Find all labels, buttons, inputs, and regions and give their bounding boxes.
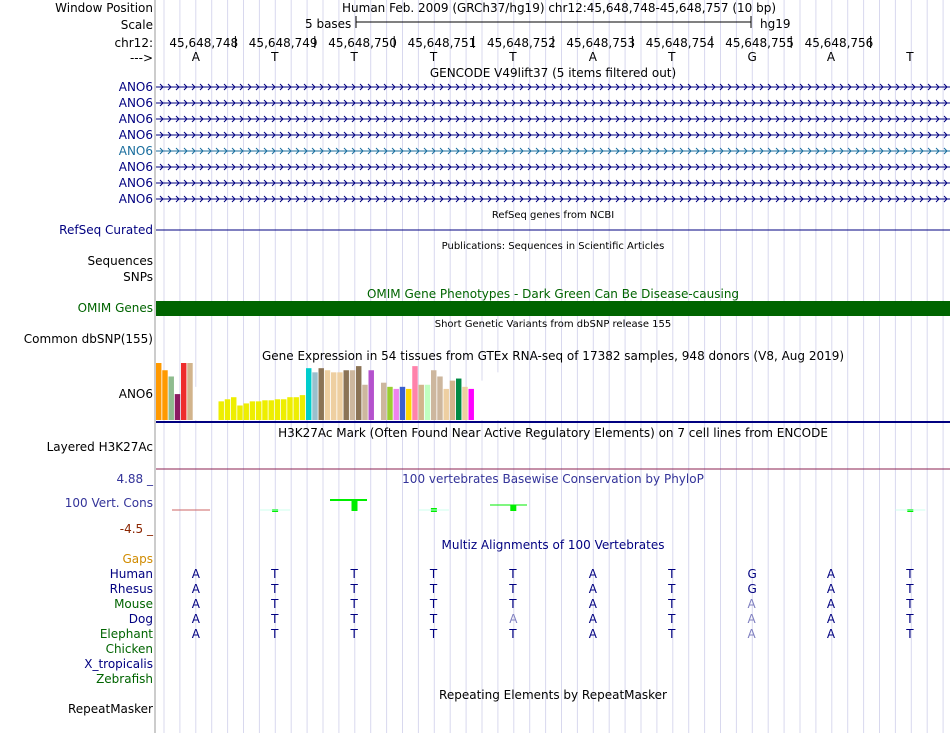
alignment-base: T <box>668 612 676 626</box>
alignment-base: T <box>906 582 914 596</box>
scale-assembly-text: hg19 <box>760 17 791 31</box>
alignment-base: A <box>191 582 200 596</box>
alignment-base: A <box>588 597 597 611</box>
alignment-base: T <box>271 597 279 611</box>
gtex-tissue-bar <box>306 368 311 420</box>
gtex-tissue-bar <box>481 381 486 420</box>
phylop-bar <box>510 505 516 511</box>
alignment-base: A <box>191 627 200 641</box>
ruler-position-label: 45,648,748 <box>169 36 239 50</box>
chrom-label: chr12: <box>114 36 153 50</box>
gencode-item-label[interactable]: ANO6 <box>118 96 153 110</box>
gtex-tissue-bar <box>406 389 411 420</box>
gtex-tissue-bar <box>356 366 361 420</box>
ruler-base: T <box>906 50 914 64</box>
dbsnp-label[interactable]: Common dbSNP(155) <box>23 332 153 346</box>
gtex-tissue-bar <box>331 372 336 420</box>
gtex-tissue-bar <box>200 370 205 420</box>
alignment-base: T <box>429 627 438 641</box>
gencode-track-title[interactable]: GENCODE V49lift37 (5 items filtered out) <box>429 66 677 80</box>
ruler-position-label: 45,648,753 <box>566 36 636 50</box>
publications-track-title[interactable]: Publications: Sequences in Scientific Articles <box>441 241 665 252</box>
alignment-base: T <box>350 597 358 611</box>
species-label[interactable]: Mouse <box>114 597 153 611</box>
gtex-tissue-bar <box>419 385 424 420</box>
phylop-max-label: 4.88 _ <box>116 472 153 486</box>
gtex-tissue-bar <box>287 397 292 420</box>
ruler-base: T <box>350 50 358 64</box>
h3k27ac-track-title[interactable]: H3K27Ac Mark (Often Found Near Active Regulatory Elements) on 7 cell lines from ENCODE <box>278 426 828 440</box>
alignment-base: T <box>271 627 279 641</box>
alignment-base: T <box>429 612 438 626</box>
ruler-base: T <box>668 50 676 64</box>
ruler-position-label: 45,648,755 <box>725 36 794 50</box>
sequences-label[interactable]: Sequences <box>87 254 153 268</box>
gtex-tissue-bar <box>256 401 261 420</box>
gtex-tissue-bar <box>244 403 249 420</box>
gencode-item-label[interactable]: ANO6 <box>118 176 153 190</box>
alignment-base: A <box>826 597 836 611</box>
gtex-tissue-bar <box>225 399 230 420</box>
species-label[interactable]: Dog <box>128 612 153 626</box>
strand-label: ---> <box>129 51 153 65</box>
alignment-base: T <box>668 627 676 641</box>
gtex-tissue-bar <box>169 376 174 420</box>
scale-bases-text: 5 bases <box>305 17 352 31</box>
alignment-base: A <box>191 597 200 611</box>
h3k27ac-label[interactable]: Layered H3K27Ac <box>46 440 153 454</box>
gtex-tissue-bar <box>194 387 199 420</box>
gtex-tissue-bar <box>281 399 286 420</box>
gtex-tissue-bar <box>312 372 317 420</box>
phylop-label[interactable]: 100 Vert. Cons <box>64 496 153 510</box>
alignment-base: T <box>429 582 438 596</box>
alignment-base: G <box>747 567 757 581</box>
alignment-base: T <box>668 582 676 596</box>
alignment-base: T <box>429 567 438 581</box>
phylop-bar <box>352 500 358 511</box>
gtex-tissue-bar <box>187 363 192 420</box>
gtex-tissue-bar <box>475 389 480 420</box>
alignment-base: T <box>271 612 279 626</box>
repeatmasker-label[interactable]: RepeatMasker <box>67 702 153 716</box>
ruler-base: A <box>191 50 200 64</box>
gtex-tissue-bar <box>294 397 299 420</box>
alignment-base: A <box>588 582 597 596</box>
repeatmasker-track-title[interactable]: Repeating Elements by RepeatMasker <box>439 688 667 702</box>
gtex-tissue-bar <box>494 372 499 420</box>
alignment-base: A <box>747 627 756 641</box>
gencode-item-label[interactable]: ANO6 <box>118 112 153 126</box>
snps-label[interactable]: SNPs <box>123 270 153 284</box>
gtex-label[interactable]: ANO6 <box>118 387 153 401</box>
ruler-position-label: 45,648,751 <box>407 36 477 50</box>
ruler-base: T <box>429 50 438 64</box>
gtex-tissue-bar <box>456 379 461 420</box>
refseq-track-title[interactable]: RefSeq genes from NCBI <box>491 210 615 221</box>
alignment-base: A <box>191 567 200 581</box>
ruler-base: G <box>747 50 757 64</box>
alignment-base: A <box>509 612 518 626</box>
gtex-tissue-bar <box>262 400 267 420</box>
gtex-tissue-bar <box>425 385 430 420</box>
gtex-tissue-bar <box>500 399 505 420</box>
gtex-track-title[interactable]: Gene Expression in 54 tissues from GTEx RNA-seq of 17382 samples, 948 donors (V8, Aug 2019) <box>261 349 845 363</box>
species-label[interactable]: Zebrafish <box>96 672 153 686</box>
alignment-base: T <box>350 612 358 626</box>
alignment-base: T <box>350 627 358 641</box>
ruler-position-label: 45,648,749 <box>248 36 318 50</box>
alignment-base: A <box>191 612 200 626</box>
ruler-position-label: 45,648,752 <box>487 36 556 50</box>
gtex-tissue-bar <box>181 363 186 420</box>
alignment-base: A <box>588 567 597 581</box>
gtex-tissue-bar <box>444 389 449 420</box>
alignment-base: T <box>509 567 517 581</box>
gtex-tissue-bar <box>344 370 349 420</box>
alignment-base: T <box>668 597 676 611</box>
phylop-min-label: -4.5 _ <box>119 522 153 536</box>
alignment-base: T <box>271 582 279 596</box>
alignment-base: T <box>906 612 914 626</box>
scale-label: Scale <box>120 18 153 32</box>
gtex-tissue-bar <box>350 370 355 420</box>
species-label[interactable]: Chicken <box>105 642 153 656</box>
alignment-base: T <box>906 627 914 641</box>
gencode-item-label[interactable]: ANO6 <box>118 192 153 206</box>
gtex-tissue-bar <box>437 376 442 420</box>
alignment-base: T <box>429 597 438 611</box>
gaps-label[interactable]: Gaps <box>122 552 153 566</box>
gtex-tissue-bar <box>462 387 467 420</box>
gtex-tissue-bar <box>250 401 255 420</box>
species-label[interactable]: Elephant <box>99 627 153 641</box>
ruler-position-label: 45,648,756 <box>804 36 874 50</box>
gencode-item-label[interactable]: ANO6 <box>118 128 153 142</box>
alignment-base: T <box>509 597 517 611</box>
gtex-tissue-bar <box>275 399 280 420</box>
species-label[interactable]: X_tropicalis <box>84 657 153 671</box>
gtex-tissue-bar <box>319 368 324 420</box>
gtex-tissue-bar <box>381 383 386 420</box>
gtex-tissue-bar <box>269 400 274 420</box>
omim-gene-bar <box>156 301 950 316</box>
gtex-tissue-bar <box>469 389 474 420</box>
gtex-tissue-bar <box>412 366 417 420</box>
alignment-base: T <box>350 582 358 596</box>
alignment-base: A <box>826 582 836 596</box>
omim-track-title[interactable]: OMIM Gene Phenotypes - Dark Green Can Be Disease-causing <box>366 287 740 301</box>
alignment-base: G <box>747 582 757 596</box>
alignment-base: T <box>509 582 517 596</box>
alignment-base: T <box>509 627 517 641</box>
gtex-tissue-bar <box>431 370 436 420</box>
gtex-tissue-bar <box>394 389 399 420</box>
window-position-value: Human Feb. 2009 (GRCh37/hg19) chr12:45,648,748-45,648,757 (10 bp) <box>342 1 777 15</box>
gtex-tissue-bar <box>337 372 342 420</box>
alignment-base: A <box>826 612 836 626</box>
omim-label[interactable]: OMIM Genes <box>77 301 153 315</box>
alignment-base: A <box>588 612 597 626</box>
gtex-tissue-bar <box>387 387 392 420</box>
alignment-base: T <box>350 567 358 581</box>
ruler-base: T <box>509 50 517 64</box>
gtex-tissue-bar <box>369 370 374 420</box>
species-label[interactable]: Rhesus <box>109 582 153 596</box>
dbsnp-track-title[interactable]: Short Genetic Variants from dbSNP release 155 <box>434 319 672 330</box>
species-label[interactable]: Human <box>109 567 153 581</box>
alignment-base: T <box>906 597 914 611</box>
refseq-label[interactable]: RefSeq Curated <box>59 223 153 237</box>
gencode-item-label[interactable]: ANO6 <box>118 144 153 158</box>
gtex-tissue-bar <box>325 370 330 420</box>
ruler-position-label: 45,648,754 <box>645 36 715 50</box>
phylop-track-title[interactable]: 100 vertebrates Basewise Conservation by PhyloP <box>402 472 704 486</box>
alignment-base: T <box>906 567 914 581</box>
multiz-track-title[interactable]: Multiz Alignments of 100 Vertebrates <box>441 538 665 552</box>
alignment-base: A <box>588 627 597 641</box>
gtex-tissue-bar <box>400 387 405 420</box>
gtex-tissue-bar <box>362 385 367 420</box>
alignment-base: T <box>271 567 279 581</box>
ruler-base: T <box>271 50 279 64</box>
ruler-base: A <box>826 50 836 64</box>
alignment-base: A <box>747 612 756 626</box>
gtex-tissue-bar <box>487 364 492 420</box>
gtex-tissue-bar <box>219 401 224 420</box>
ruler-base: A <box>588 50 597 64</box>
gtex-tissue-bar <box>300 395 305 420</box>
gencode-item-label[interactable]: ANO6 <box>118 160 153 174</box>
ruler-position-label: 45,648,750 <box>328 36 397 50</box>
alignment-base: A <box>747 597 756 611</box>
gtex-tissue-bar <box>237 405 242 420</box>
gtex-tissue-bar <box>175 394 180 420</box>
gtex-tissue-bar <box>156 363 161 420</box>
gtex-tissue-bar <box>450 381 455 420</box>
gencode-item-label[interactable]: ANO6 <box>118 80 153 94</box>
alignment-base: T <box>668 567 676 581</box>
gtex-tissue-bar <box>231 397 236 420</box>
gtex-tissue-bar <box>162 370 167 420</box>
window-position-label: Window Position <box>55 1 153 15</box>
alignment-base: A <box>826 627 836 641</box>
alignment-base: A <box>826 567 836 581</box>
